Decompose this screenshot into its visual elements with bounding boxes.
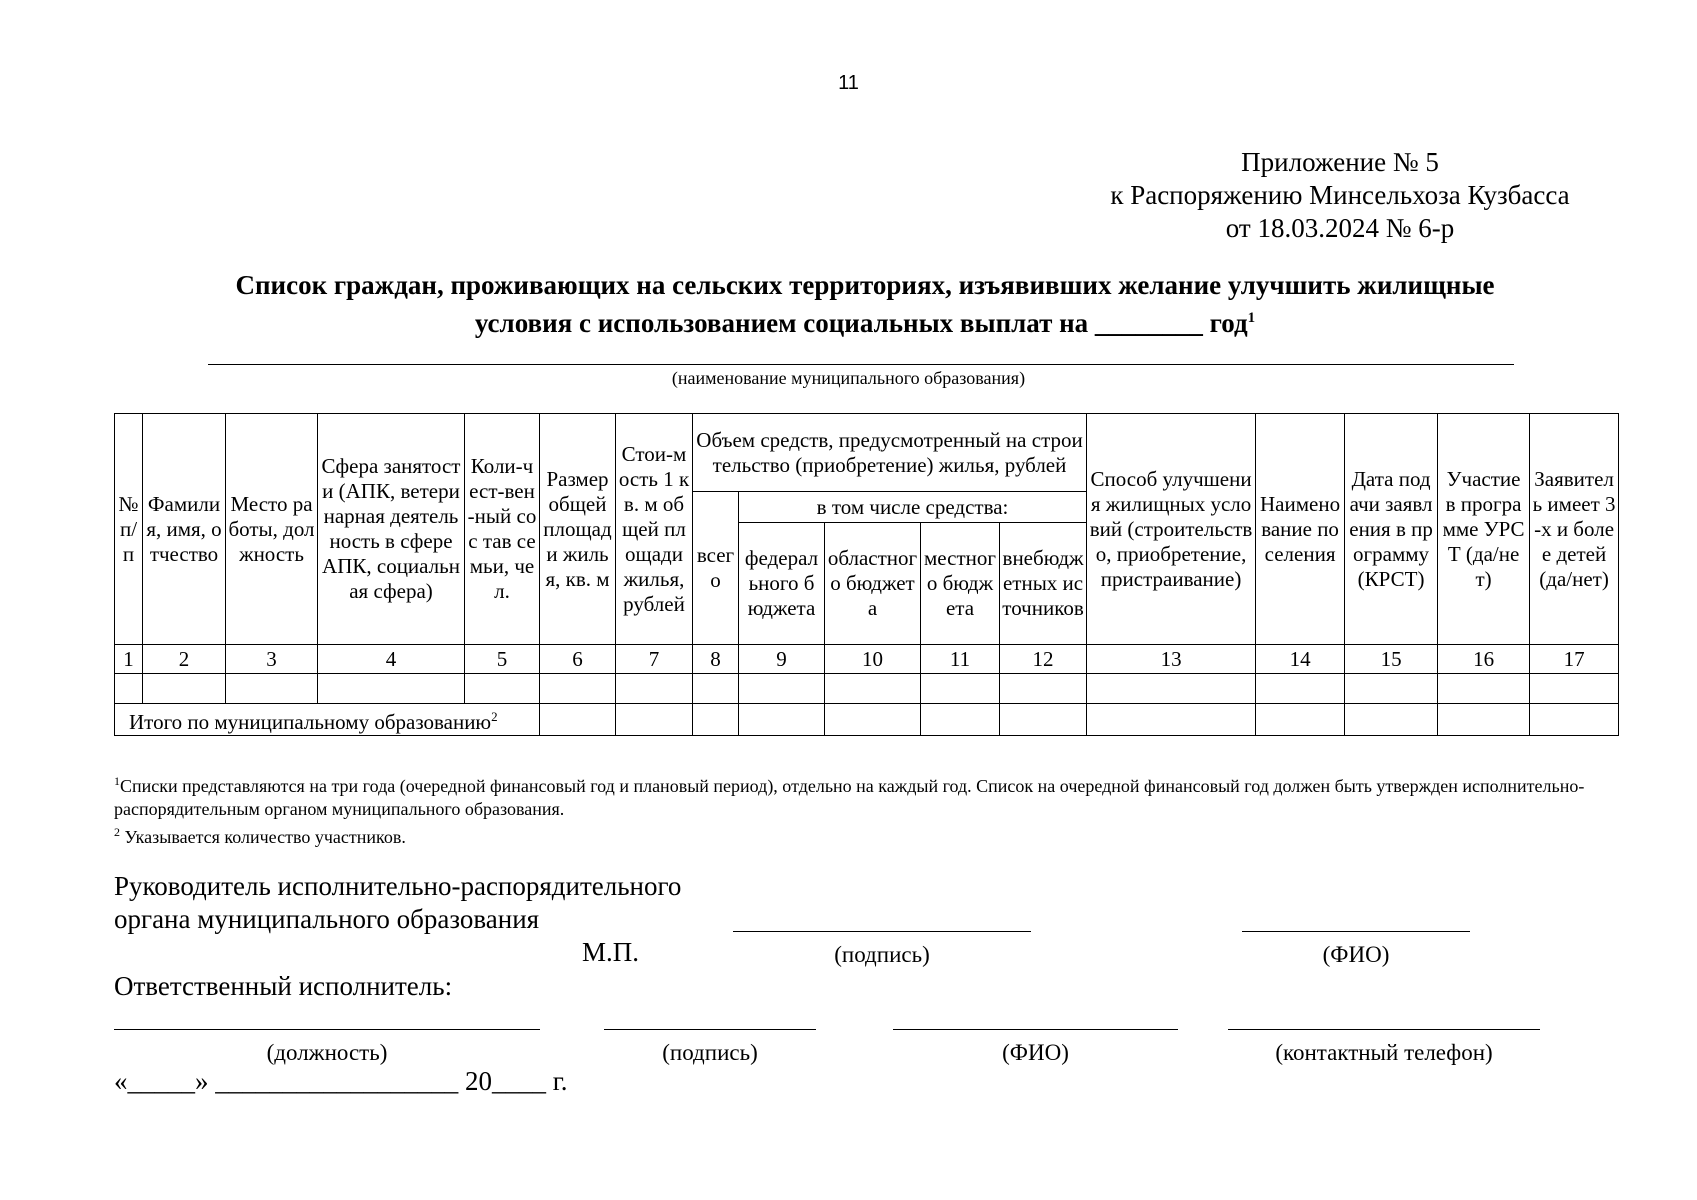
head-title: [114, 870, 681, 936]
appendix-line-3: от 18.03.2024 № 6-р: [1225, 213, 1455, 243]
table-cell[interactable]: [1530, 674, 1619, 704]
title-line-2: [150, 302, 1580, 340]
citizens-table: [114, 413, 1619, 736]
header-col-8: всего: [693, 492, 739, 645]
footnote-2-mark: 2: [114, 825, 120, 839]
head-signature-line[interactable]: [733, 931, 1031, 932]
column-number: 12: [1000, 645, 1087, 674]
table-cell[interactable]: [1438, 674, 1530, 704]
total-cell[interactable]: [1530, 704, 1619, 736]
header-col-13: Способ улучшения жилищных условий (строительство, приобретение, пристраивание): [1087, 414, 1256, 645]
page-number: 11: [838, 72, 859, 94]
total-cell[interactable]: [739, 704, 825, 736]
appendix-line-2: к Распоряжению Минсельхоза Кузбасса: [1110, 180, 1570, 210]
total-cell[interactable]: [1000, 704, 1087, 736]
municipality-label: (наименование муниципального образования): [671, 368, 1026, 388]
footnote-1-mark: 1: [114, 774, 120, 788]
column-number: 10: [825, 645, 921, 674]
header-col-4: Сфера занятости (АПК, ветеринарная деятельность в сфере АПК, социальная сфера): [318, 414, 465, 645]
position-label: (должность): [266, 1040, 388, 1065]
responsible-signature-label: (подпись): [662, 1040, 758, 1065]
table-cell[interactable]: [465, 674, 540, 704]
header-col-12: внебюджетных источников: [1000, 523, 1087, 645]
header-col-3: Место работы, должность: [226, 414, 318, 645]
total-cell[interactable]: [1345, 704, 1438, 736]
column-number: 11: [921, 645, 1000, 674]
phone-label: (контактный телефон): [1275, 1040, 1493, 1065]
date-line[interactable]: «_____» __________________ 20____ г.: [114, 1066, 568, 1096]
column-number: 13: [1087, 645, 1256, 674]
column-number: 7: [616, 645, 693, 674]
total-cell[interactable]: [825, 704, 921, 736]
header-col-6: Размер общей площади жилья, кв. м: [540, 414, 616, 645]
table-cell[interactable]: [1000, 674, 1087, 704]
title-footnote-mark: 1: [1247, 310, 1256, 326]
total-cell[interactable]: [1256, 704, 1345, 736]
column-number: 5: [465, 645, 540, 674]
column-number: 14: [1256, 645, 1345, 674]
column-number: 6: [540, 645, 616, 674]
document-title: [150, 269, 1580, 340]
total-cell[interactable]: [1438, 704, 1530, 736]
municipality-underline[interactable]: [208, 364, 1514, 365]
column-number: 16: [1438, 645, 1530, 674]
stamp-label: М.П.: [582, 937, 640, 967]
table-cell[interactable]: [115, 674, 143, 704]
table-cell[interactable]: [739, 674, 825, 704]
responsible-fio-line[interactable]: [893, 1029, 1178, 1030]
header-col-2: Фамилия, имя, отчество: [143, 414, 226, 645]
footnotes: [114, 770, 1634, 849]
responsible-signature-line[interactable]: [604, 1029, 816, 1030]
table-cell[interactable]: [226, 674, 318, 704]
column-number: 1: [115, 645, 143, 674]
table-cell[interactable]: [1087, 674, 1256, 704]
total-cell[interactable]: [1087, 704, 1256, 736]
column-numbers-row: [115, 645, 1619, 674]
head-fio-label: (ФИО): [1322, 942, 1390, 967]
table-cell[interactable]: [318, 674, 465, 704]
header-col-15: Дата подачи заявления в программу (КРСТ): [1345, 414, 1438, 645]
column-number: 2: [143, 645, 226, 674]
head-signature-label: (подпись): [834, 942, 930, 967]
header-col-10: областного бюджета: [825, 523, 921, 645]
header-col-17: Заявитель имеет 3-х и более детей (да/нет): [1530, 414, 1619, 645]
head-fio-line[interactable]: [1242, 931, 1470, 932]
table-cell[interactable]: [1256, 674, 1345, 704]
head-line-1: Руководитель исполнительно-распорядительного: [114, 871, 682, 901]
table-cell[interactable]: [540, 674, 616, 704]
column-number: 9: [739, 645, 825, 674]
title-line-2-text: условия с использованием социальных выплат на ________ год: [474, 308, 1248, 338]
header-col-1: № п/п: [115, 414, 143, 645]
header-col-11: местного бюджета: [921, 523, 1000, 645]
total-label-cell: [115, 704, 540, 736]
header-including-group: в том числе средства:: [739, 492, 1087, 523]
total-row: [115, 704, 1619, 736]
footnote-1: [114, 770, 1634, 821]
header-col-14: Наименование поселения: [1256, 414, 1345, 645]
responsible-fio-label: (ФИО): [1002, 1040, 1069, 1065]
table-cell[interactable]: [616, 674, 693, 704]
table-cell[interactable]: [921, 674, 1000, 704]
phone-line[interactable]: [1228, 1029, 1540, 1030]
column-number: 3: [226, 645, 318, 674]
footnote-2-text: Указывается количество участников.: [120, 827, 406, 847]
header-col-16: Участие в программе УРСТ (да/нет): [1438, 414, 1530, 645]
footnote-1-text: Списки представляются на три года (очередной финансовый год и плановый период), отдельно на каждый год. Список на очередной финансовый год должен быть утвержден исполнительно-распорядительным органом муниципального образования.: [114, 776, 1585, 819]
header-col-5: Коли-чест-вен-ный сос тав семьи, чел.: [465, 414, 540, 645]
column-number: 17: [1530, 645, 1619, 674]
header-row-1: [115, 414, 1619, 492]
column-number: 8: [693, 645, 739, 674]
position-line[interactable]: [114, 1029, 540, 1030]
table-row: [115, 674, 1619, 704]
total-cell[interactable]: [540, 704, 616, 736]
head-line-2: органа муниципального образования: [114, 904, 540, 934]
title-line-1: Список граждан, проживающих на сельских территориях, изъявивших желание улучшить жилищные: [235, 270, 1495, 300]
appendix-line-1: Приложение № 5: [1241, 147, 1439, 177]
table-cell[interactable]: [143, 674, 226, 704]
appendix-header: [1080, 146, 1600, 245]
table-cell[interactable]: [1345, 674, 1438, 704]
table-cell[interactable]: [825, 674, 921, 704]
total-cell[interactable]: [693, 704, 739, 736]
header-col-7: Стои-мость 1 кв. м общей площади жилья, рублей: [616, 414, 693, 645]
total-cell[interactable]: [921, 704, 1000, 736]
total-footnote-mark: 2: [491, 709, 498, 724]
table-cell[interactable]: [693, 674, 739, 704]
column-number: 15: [1345, 645, 1438, 674]
total-cell[interactable]: [616, 704, 693, 736]
column-number: 4: [318, 645, 465, 674]
responsible-label: Ответственный исполнитель:: [114, 971, 453, 1001]
header-col-9: федерального бюджета: [739, 523, 825, 645]
header-funds-group: Объем средств, предусмотренный на строительство (приобретение) жилья, рублей: [693, 414, 1087, 492]
footnote-2: [114, 821, 1634, 849]
total-label: Итого по муниципальному образованию: [129, 710, 492, 734]
